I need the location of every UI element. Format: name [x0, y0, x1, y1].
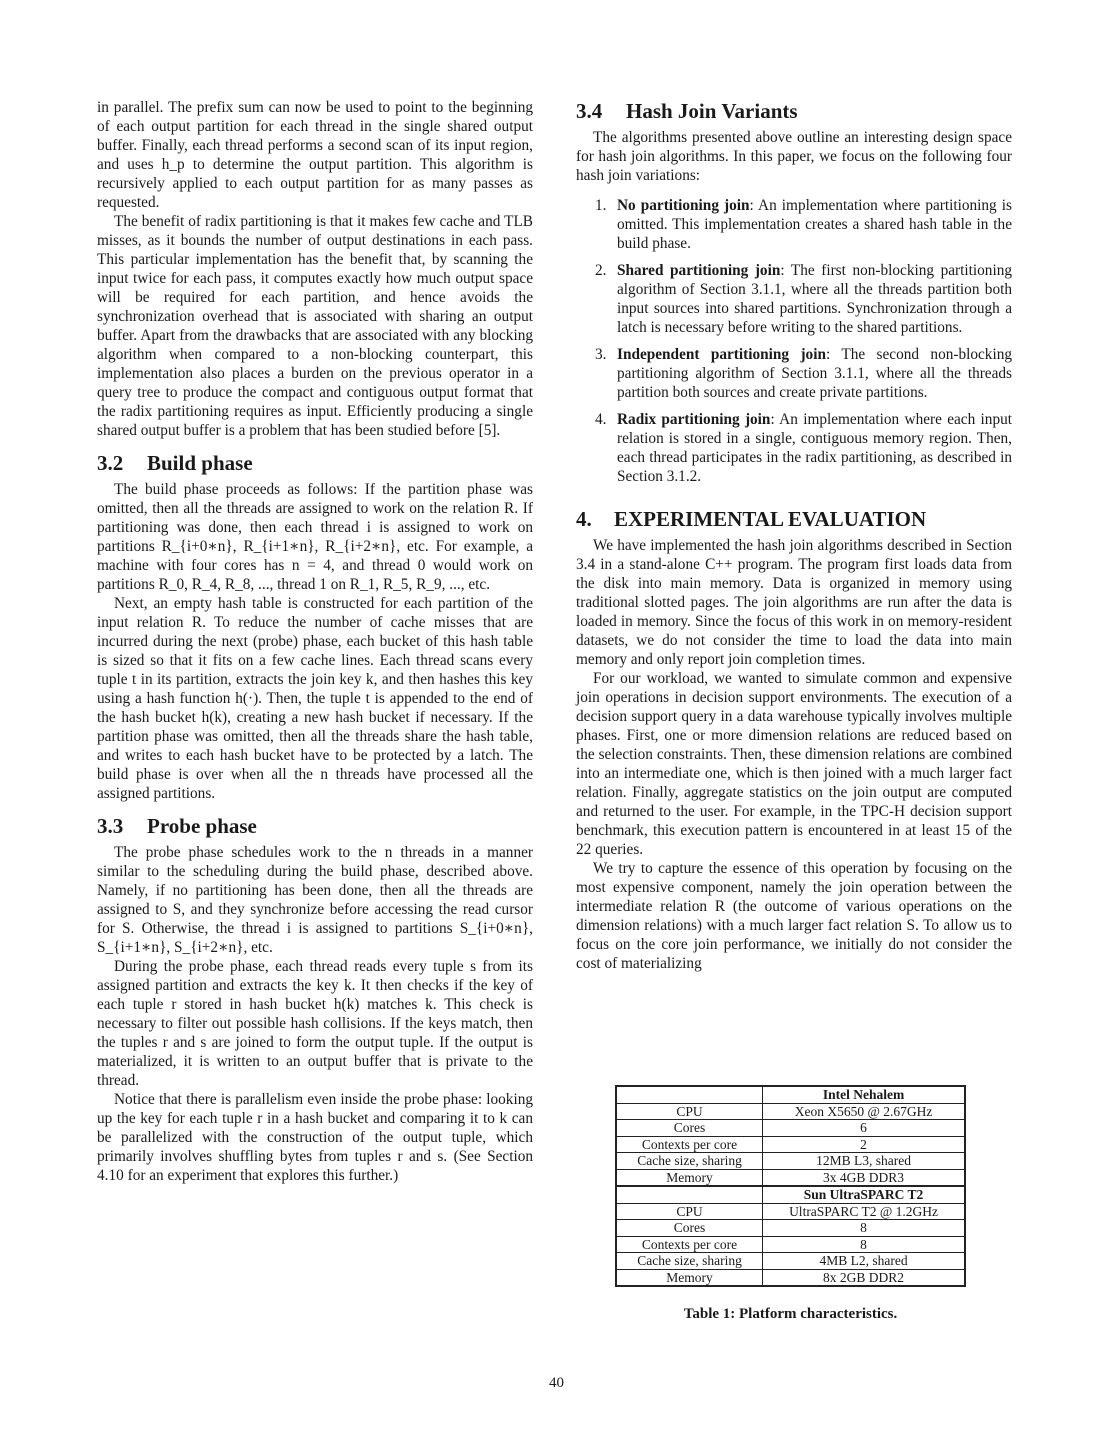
table-row: CPU Xeon X5650 @ 2.67GHz: [616, 1103, 965, 1120]
table-group-header: Intel Nehalem: [763, 1086, 965, 1103]
paragraph: The build phase proceeds as follows: If the partition phase was omitted, then all the threads are assigned to work on the relation R. If partitioning was done, then each thread i is assigned to work on partitions R_{i+0∗n}, R_{i+1∗n}, R_{i+2∗n}, etc. For example, a machine with four cores has n = 4, and thread 0 would work on partitions R_0, R_4, R_8, ..., thread 1 on R_1, R_5, R_9, ..., etc.: [97, 481, 533, 593]
left-column: [97, 98, 533, 1185]
table-caption: Table 1: Platform characteristics.: [683, 1306, 898, 1322]
platform-table: [615, 1085, 966, 1287]
paragraph: We try to capture the essence of this operation by focusing on the most expensive component, namely the join operation between the intermediate relation R (the outcome of various operations on the dimension relations) with a much larger fact relation S. To allow us to focus on the core join performance, we initially do not consider the cost of materializing: [576, 860, 1012, 972]
table-row: Cores 6: [616, 1120, 965, 1137]
table-row: Cache size, sharing 4MB L2, shared: [616, 1253, 965, 1270]
paragraph: in parallel. The prefix sum can now be used to point to the beginning of each output partition for each thread in the single shared output buffer. Finally, each thread performs a second scan of its input region, and uses h_p to determine the output partition. This algorithm is recursively applied to each output partition for as many passes as requested.: [97, 99, 533, 211]
paragraph: We have implemented the hash join algorithms described in Section 3.4 in a stand-alone C++ program. The program first loads data from the disk into main memory. Data is organized in memory using traditional slotted pages. The join algorithms are run after the data is loaded in memory. Since the focus of this work in on memory-resident datasets, we do not consider the time to load the data into main memory and only report join completion times.: [576, 537, 1012, 668]
table-row: Memory 3x 4GB DDR3: [616, 1169, 965, 1186]
paragraph: Notice that there is parallelism even inside the probe phase: looking up the key for each tuple r in a hash bucket and comparing it to k can be parallelized with the construction of the output tuple, which primarily involves shuffling bytes from tuples r and s. (See Section 4.10 for an experiment that explores this further.): [97, 1091, 533, 1184]
table-row: Memory 8x 2GB DDR2: [616, 1269, 965, 1286]
list-item: 1. No partitioning join: An implementation where partitioning is omitted. This implementation creates a shared hash table in the build phase.: [595, 197, 1012, 252]
table-row: CPU UltraSPARC T2 @ 1.2GHz: [616, 1203, 965, 1220]
list-item: 3. Independent partitioning join: The second non-blocking partitioning algorithm of Section 3.1.1, where all the threads partition both sources and create private partitions.: [595, 346, 1012, 401]
paragraph: During the probe phase, each thread reads every tuple s from its assigned partition and extracts the key k. It then checks if the key of each tuple r stored in hash bucket h(k) matches k. This check is necessary to filter out possible hash collisions. If the keys match, then the tuples r and s are joined to form the output tuple. If the output is materialized, it is written to an output buffer that is private to the thread.: [97, 958, 533, 1089]
paragraph: The algorithms presented above outline an interesting design space for hash join algorithms. In this paper, we focus on the following four hash join variations:: [576, 129, 1012, 184]
section-heading-3-2: 3.2 Build phase: [97, 451, 253, 475]
page-number: 40: [549, 1375, 564, 1391]
variant-list: [576, 196, 1012, 486]
paragraph: The benefit of radix partitioning is that it makes few cache and TLB misses, as it bounds the number of output destinations in each pass. This particular implementation has the benefit that, by scanning the input twice for each pass, it computes exactly how much output space will be required for each partition, and hence avoids the synchronization overhead that is associated with sharing an output buffer. Apart from the drawbacks that are associated with any blocking algorithm when compared to a non-blocking counterpart, this implementation also places a burden on the previous operator in a query tree to produce the compact and contiguous output format that the radix partitioning requires as input. Efficiently producing a single shared output buffer is a problem that has been studied before [5].: [97, 213, 533, 439]
paragraph: Next, an empty hash table is constructed for each partition of the input relation R. To reduce the number of cache misses that are incurred during the next (probe) phase, each bucket of this hash table is sized so that it fits on a few cache lines. Each thread scans every tuple t in its partition, extracts the join key k, and then hashes this key using a hash function h(·). Then, the tuple t is appended to the end of the hash bucket h(k), creating a new hash bucket if necessary. If the partition phase was omitted, then all the threads share the hash table, and writes to each hash bucket have to be protected by a latch. The build phase is over when all the n threads have processed all the assigned partitions.: [97, 595, 533, 802]
right-column: [576, 98, 1012, 973]
table-row: Cores 8: [616, 1220, 965, 1237]
section-heading-3-4: 3.4 Hash Join Variants: [576, 99, 798, 123]
paragraph: For our workload, we wanted to simulate common and expensive join operations in decision support environments. The execution of a decision support query in a data warehouse typically involves multiple phases. First, one or more dimension relations are reduced based on the selection constraints. Then, these dimension relations are combined into an intermediate one, which is then joined with a much larger fact relation. Finally, aggregate statistics on the join output are computed and returned to the user. For example, in the TPC-H decision support benchmark, this execution pattern is encountered in at least 15 of the 22 queries.: [576, 670, 1012, 858]
section-heading-4: 4. EXPERIMENTAL EVALUATION: [576, 507, 927, 531]
table-row: Cache size, sharing 12MB L3, shared: [616, 1153, 965, 1170]
list-item: 4. Radix partitioning join: An implementation where each input relation is stored in a single, contiguous memory region. Then, each thread participates in the radix partitioning, as described in Section 3.1.2.: [595, 411, 1013, 485]
table-row: Contexts per core 8: [616, 1236, 965, 1253]
table-row: Contexts per core 2: [616, 1136, 965, 1153]
table-group-header: Sun UltraSPARC T2: [763, 1186, 965, 1203]
paragraph: The probe phase schedules work to the n threads in a manner similar to the scheduling during the build phase, described above. Namely, if no partitioning has been done, then all the threads are assigned to S, and they synchronize before accessing the read cursor for S. Otherwise, the thread i is assigned to partitions S_{i+0∗n}, S_{i+1∗n}, S_{i+2∗n}, etc.: [97, 844, 533, 956]
list-item: 2. Shared partitioning join: The first non-blocking partitioning algorithm of Section 3.1.1, where all the threads partition both input sources into shared partitions. Synchronization through a latch is necessary before writing to the shared partitions.: [595, 262, 1012, 336]
section-heading-3-3: 3.3 Probe phase: [97, 814, 257, 838]
